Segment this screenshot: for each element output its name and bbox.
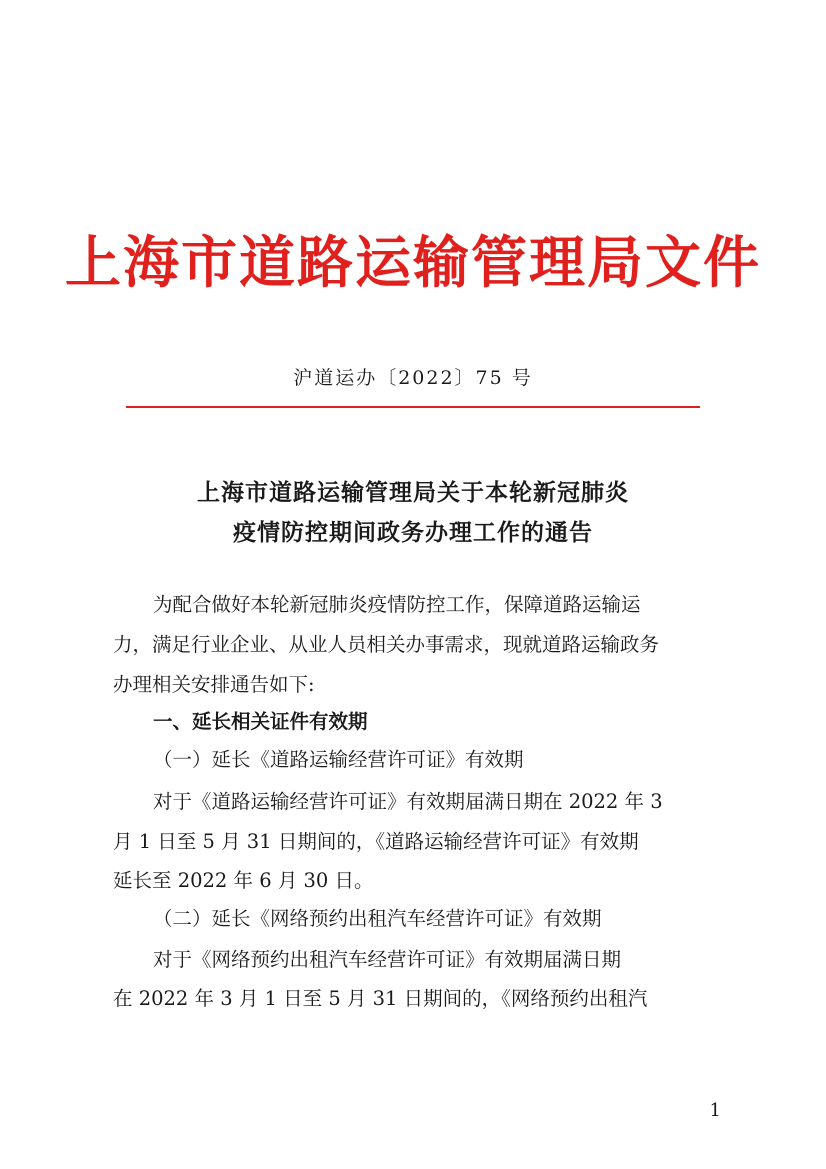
document-title <box>0 473 826 553</box>
red-divider-line <box>126 406 700 408</box>
body-line-7: 对于《网络预约出租汽车经营许可证》有效期届满日期 <box>153 948 622 971</box>
body-line-8: 在 2022 年 3 月 1 日至 5 月 31 日期间的，《网络预约出租汽 <box>113 987 648 1010</box>
body-line-1: 为配合做好本轮新冠肺炎疫情防控工作，保障道路运输运 <box>153 593 641 616</box>
subsection-heading-2: （二）延长《网络预约出租汽车经营许可证》有效期 <box>153 907 602 930</box>
document-number: 沪道运办〔2022〕75 号 <box>293 367 533 389</box>
body-line-4: 对于《道路运输经营许可证》有效期届满日期在 2022 年 3 <box>153 790 663 813</box>
title-line-1: 上海市道路运输管理局关于本轮新冠肺炎 <box>197 480 629 506</box>
document-masthead: 上海市道路运输管理局文件 <box>65 230 761 296</box>
body-line-5: 月 1 日至 5 月 31 日期间的，《道路运输经营许可证》有效期 <box>113 830 639 853</box>
page-number: 1 <box>709 1100 721 1121</box>
body-line-6: 延长至 2022 年 6 月 30 日。 <box>113 869 374 892</box>
title-line-2: 疫情防控期间政务办理工作的通告 <box>233 520 593 546</box>
section-heading-1: 一、延长相关证件有效期 <box>153 710 368 733</box>
body-line-2: 力，满足行业企业、从业人员相关办事需求，现就道路运输政务 <box>113 633 660 656</box>
subsection-heading-1: （一）延长《道路运输经营许可证》有效期 <box>153 748 524 771</box>
body-line-3: 办理相关安排通告如下: <box>113 673 315 696</box>
